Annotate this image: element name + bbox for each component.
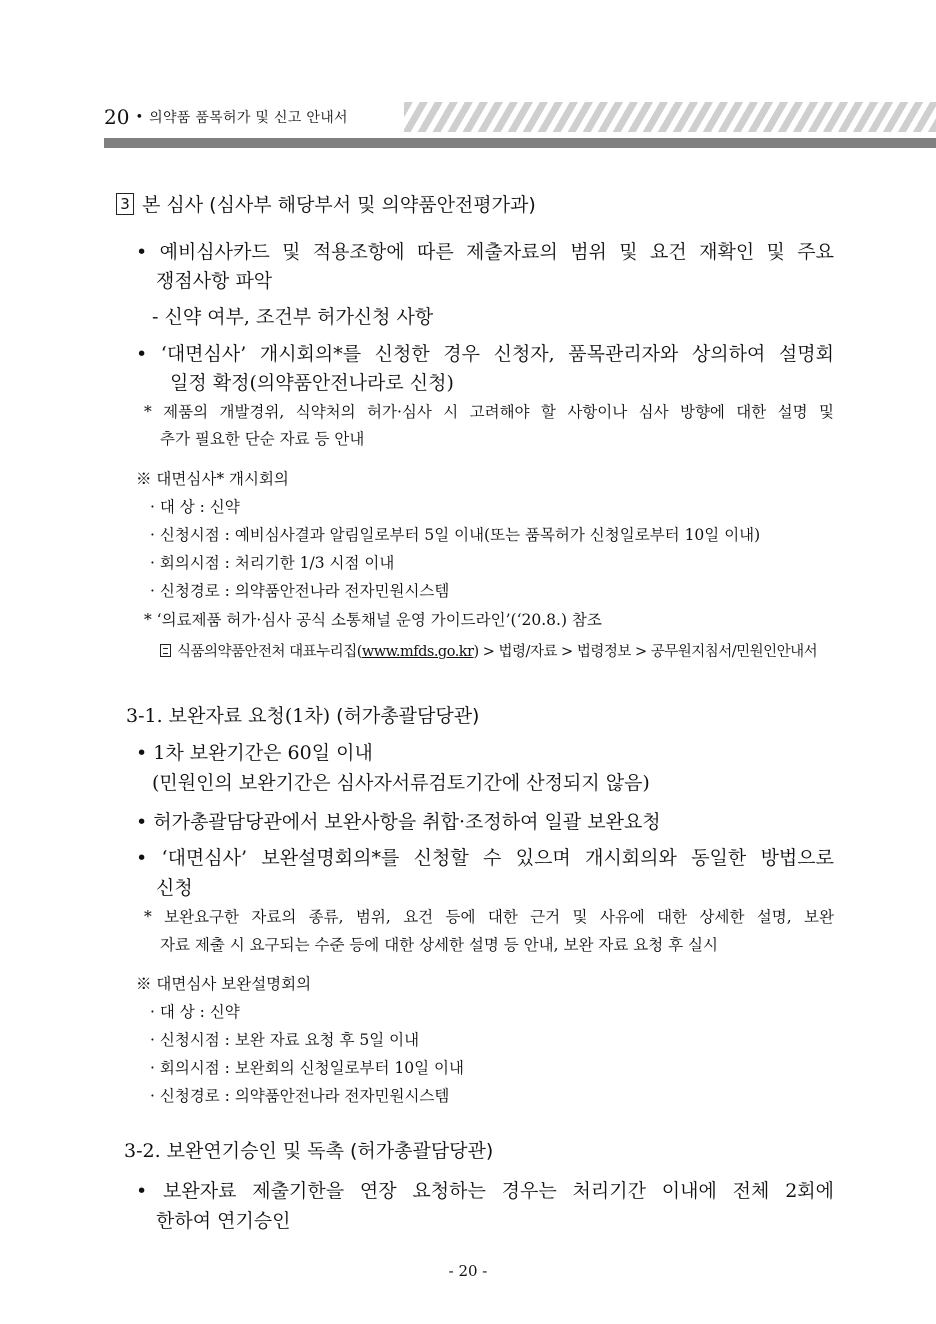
s3-ref-item: · 신청시점 : 예비심사결과 알림일로부터 5일 이내(또는 품목허가 신청일로부터 10일 이내) (150, 526, 761, 544)
ref-path-prefix: 식품의약품안전처 대표누리집( (177, 644, 362, 660)
s31-ref-item: · 회의시점 : 보완회의 신청일로부터 10일 이내 (150, 1059, 464, 1077)
s3-bullet1-sub: - 신약 여부, 조건부 허가신청 사항 (152, 306, 434, 328)
header-title: 의약품 품목허가 및 신고 안내서 (149, 110, 348, 126)
s31-bullet1-line1: • 1차 보완기간은 60일 이내 (136, 742, 373, 764)
s31-bullet2: • 허가총괄담당관에서 보완사항을 취합·조정하여 일괄 보완요청 (136, 811, 661, 833)
s3-bullet1-line1: • 예비심사카드 및 적용조항에 따른 제출자료의 범위 및 요건 재확인 및 주요 (136, 241, 834, 263)
s31-note-line1: * 보완요구한 자료의 종류, 범위, 요건 등에 대한 근거 및 사유에 대한 상세한 설명, 보완 (144, 908, 834, 926)
header-bullet: • (135, 109, 144, 125)
s3-bullet1-line2: 쟁점사항 파악 (156, 270, 273, 292)
s32-bullet1-line1: • 보완자료 제출기한을 연장 요청하는 경우는 처리기간 이내에 전체 2회에 (136, 1180, 834, 1202)
s3-ref-path (160, 640, 817, 661)
s3-ref-item: · 신청경로 : 의약품안전나라 전자민원시스템 (150, 582, 450, 600)
mfds-website-link[interactable]: www.mfds.go.kr (361, 644, 474, 660)
s3-ref-note: * ‘의료제품 허가·심사 공식 소통채널 운영 가이드라인’(‘20.8.) 참조 (144, 611, 602, 629)
s32-bullet1-line2: 한하여 연기승인 (156, 1210, 291, 1232)
s31-bullet3-line2: 신청 (156, 877, 193, 899)
section-3-heading (116, 190, 536, 217)
s3-note-line1: * 제품의 개발경위, 식약처의 허가·심사 시 고려해야 할 사항이나 심사 방향에 대한 설명 및 (144, 403, 834, 421)
s31-ref-item: · 신청경로 : 의약품안전나라 전자민원시스템 (150, 1087, 450, 1105)
section-3-2-title: 3-2. 보완연기승인 및 독촉 (124, 1140, 344, 1162)
header-rule (104, 138, 936, 148)
section-3-1-dept: (허가총괄담당관) (336, 705, 480, 727)
s31-ref-item: · 신청시점 : 보완 자료 요청 후 5일 이내 (150, 1031, 420, 1049)
running-header (104, 100, 936, 136)
s31-ref-title: ※ 대면심사 보완설명회의 (136, 975, 312, 993)
s3-bullet2-line1: • ‘대면심사’ 개시회의*를 신청한 경우 신청자, 품목관리자와 상의하여 설명회 (136, 343, 834, 365)
s3-ref-item: · 대 상 : 신약 (150, 498, 240, 516)
header-stripe-decoration (404, 102, 936, 132)
section-3-1-title: 3-1. 보완자료 요청(1차) (126, 705, 331, 727)
s31-bullet1-line2: (민원인의 보완기간은 심사자서류검토기간에 산정되지 않음) (152, 772, 650, 794)
section-3-title: 본 심사 (142, 194, 204, 216)
s3-ref-title: ※ 대면심사* 개시회의 (136, 470, 289, 488)
header-text-group (104, 100, 362, 134)
section-3-2-heading (124, 1136, 493, 1163)
s3-ref-item: · 회의시점 : 처리기한 1/3 시점 이내 (150, 554, 395, 572)
section-number-box: 3 (116, 193, 134, 215)
s31-ref-item: · 대 상 : 신약 (150, 1003, 240, 1021)
page-number-footer: - 20 - (448, 1262, 488, 1280)
section-3-2-dept: (허가총괄담당관) (350, 1140, 494, 1162)
header-page-number: 20 (104, 105, 130, 129)
section-3-dept: (심사부 해당부서 및 의약품안전평가과) (209, 194, 536, 216)
s3-bullet2-line2: 일정 확정(의약품안전나라로 신청) (170, 372, 454, 394)
section-3-1-heading (126, 701, 479, 728)
ref-path-suffix: ) > 법령/자료 > 법령정보 > 공무원지침서/민원인안내서 (473, 644, 818, 660)
s3-note-line2: 추가 필요한 단순 자료 등 안내 (160, 430, 365, 448)
s31-bullet3-line1: • ‘대면심사’ 보완설명회의*를 신청할 수 있으며 개시회의와 동일한 방법으로 (136, 847, 834, 869)
s31-note-line2: 자료 제출 시 요구되는 수준 등에 대한 상세한 설명 등 안내, 보완 자료 요청 후 실시 (160, 936, 718, 954)
document-icon (160, 644, 171, 657)
